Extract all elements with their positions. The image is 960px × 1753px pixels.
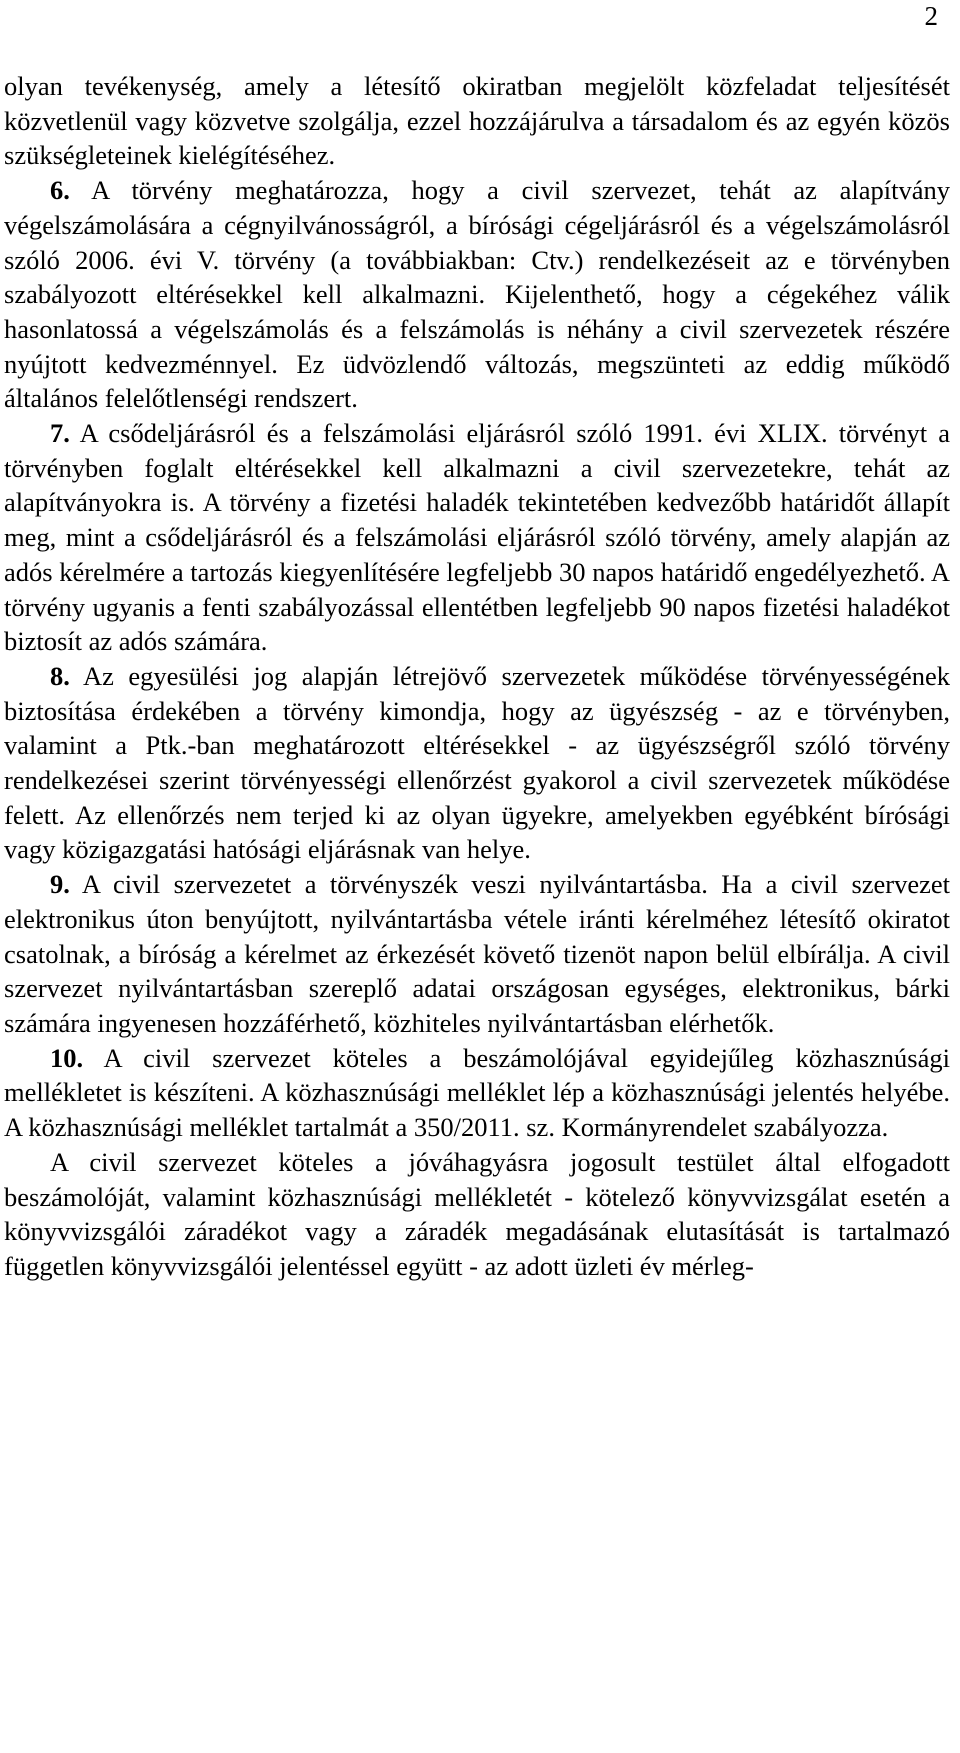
paragraph-text: Az egyesülési jog alapján létrejövő szervezetek működése törvényességének biztosítása érdekében a törvény kimondja, hogy az ügyészség - az e törvényben, valamint a Ptk.-ban meghatározott eltérésekkel - az ügyészségről szóló törvény rendelkezései szerint törvényességi ellenőrzést gyakorol a civil szervezetek működése felett. Az ellenőrzés nem terjed ki az olyan ügyekre, amelyekben egyébként bírósági vagy közigazgatási hatósági eljárásnak van helye. [4, 660, 950, 865]
paragraph-6 [4, 173, 950, 416]
page-number: 2 [924, 1, 938, 31]
document-body [4, 69, 950, 1284]
paragraph-text: olyan tevékenység, amely a létesítő okiratban megjelölt közfeladat teljesítését közvetlenül vagy közvetve szolgálja, ezzel hozzájárulva a társadalom és az egyén közös szükségleteinek kielégítéséhez. [4, 71, 950, 171]
paragraph-text: A civil szervezet köteles a jóváhagyásra jogosult testület által elfogadott beszámolóját, valamint közhasznúsági mellékletét - kötelező könyvvizsgálat esetén a könyvvizsgálói záradékot vagy a záradék megadásának elutasítását is tartalmazó független könyvvizsgálói jelentéssel együtt - az adott üzleti év mérleg- [4, 1146, 950, 1281]
paragraph-number: 7. [50, 418, 70, 449]
paragraph-text: A civil szervezetet a törvényszék veszi nyilvántartásba. Ha a civil szervezet elektronikus úton benyújtott, nyilvántartásba vétele iránti kérelméhez létesítő okiratot csatolnak, a bíróság a kérelmet az érkezését követő tizenöt napon belül elbírálja. A civil szervezet nyilvántartásban szereplő adatai országosan egységes, elektronikus, bárki számára ingyenesen hozzáférhető, közhiteles nyilvántartásban elérhetők. [4, 869, 950, 1038]
paragraph-number: 10. [50, 1042, 84, 1073]
paragraph-10 [4, 1041, 950, 1145]
paragraph-final [4, 1145, 950, 1284]
paragraph-number: 8. [50, 660, 70, 691]
paragraph-text: A csődeljárásról és a felszámolási eljárásról szóló 1991. évi XLIX. törvényt a törvényben foglalt eltérésekkel kell alkalmazni a civil szervezetekre, tehát az alapítványokra is. A törvény a fizetési haladék tekintetében kedvezőbb határidőt állapít meg, mint a csődeljárásról és a felszámolási eljárásról szóló törvény, amely alapján az adós kérelmére a tartozás kiegyenlítésére legfeljebb 30 napos határidő engedélyezhető. A törvény ugyanis a fenti szabályozással ellentétben legfeljebb 90 napos fizetési haladékot biztosít az adós számára. [4, 418, 950, 657]
paragraph-number: 6. [50, 175, 70, 206]
paragraph-continuation [4, 69, 950, 173]
paragraph-9 [4, 867, 950, 1041]
paragraph-text: A civil szervezet köteles a beszámolójával egyidejűleg közhasznúsági mellékletet is készíteni. A közhasznúsági melléklet lép a közhasznúsági jelentés helyébe. A közhasznúsági melléklet tartalmát a 350/2011. sz. Kormányrendelet szabályozza. [4, 1042, 950, 1143]
paragraph-8 [4, 659, 950, 867]
paragraph-7 [4, 416, 950, 659]
paragraph-number: 9. [50, 869, 70, 900]
paragraph-text: A törvény meghatározza, hogy a civil szervezet, tehát az alapítvány végelszámolására a cégnyilvánosságról, a bírósági cégeljárásról és a végelszámolásról szóló 2006. évi V. törvény (a továbbiakban: Ctv.) rendelkezéseit az e törvényben szabályozott eltérésekkel kell alkalmazni. Kijelenthető, hogy a cégekéhez válik hasonlatossá a végelszámolás és a felszámolás is néhány a civil szervezetek részére nyújtott kedvezménnyel. Ez üdvözlendő változás, megszünteti az eddig működő általános felelőtlenségi rendszert. [4, 175, 950, 414]
